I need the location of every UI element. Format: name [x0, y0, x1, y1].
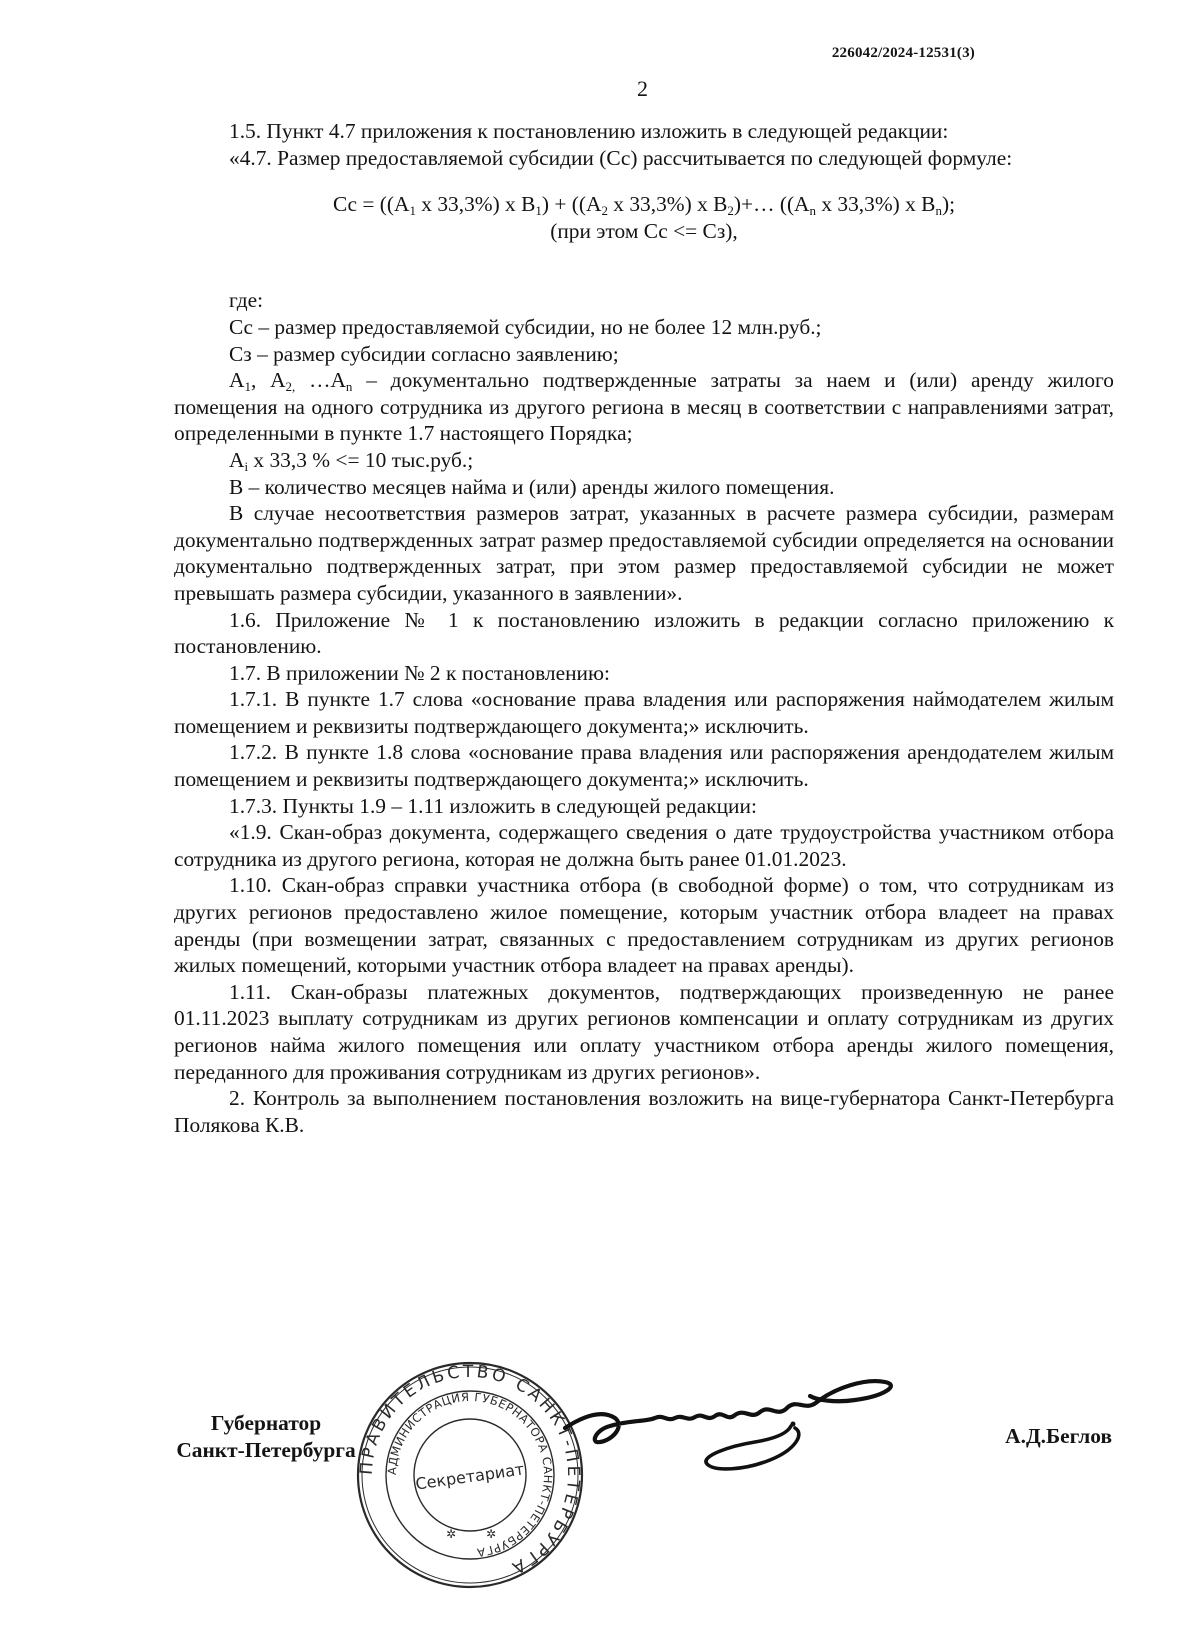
signatory-title-line-2: Санкт-Петербурга: [176, 1438, 356, 1462]
page-number: 2: [637, 76, 648, 101]
paragraph-b-definition: В – количество месяцев найма и (или) аренды жилого помещения.: [229, 474, 835, 499]
paragraph-1-5: 1.5. Пункт 4.7 приложения к постановлению изложить в следующей редакции:: [229, 119, 949, 143]
paragraph-cz-definition: Сз – размер субсидии согласно заявлению;: [229, 341, 619, 366]
paragraph-4-7: «4.7. Размер предоставляемой субсидии (Сс) рассчитывается по следующей формуле:: [229, 145, 1013, 170]
paragraph-1-7-2: 1.7.2. В пункте 1.8 слова «основание права владения или распоряжения арендодателем жилым помещением и реквизиты подтверждающего документа;» исключить.: [174, 740, 1114, 792]
paragraph-1-9: «1.9. Скан-образ документа, содержащего сведения о дате трудоустройства участником отбора сотрудника из другого региона, которая не должна быть ранее 01.01.2023.: [174, 820, 1114, 871]
paragraph-ai-limit: $А_i$ х 33,3 % <= 10 тыс.руб.;: [229, 447, 474, 474]
seal-outer-text: ПРАВИТЕЛЬСТВО САНКТ-ПЕТЕРБУРГА: [356, 1361, 584, 1579]
signature-block: [0, 1360, 1200, 1610]
signatory-title-line-1: Губернатор: [210, 1411, 322, 1435]
paragraph-mismatch: В случае несоответствия размеров затрат, указанных в расчете размера субсидии, размерам документально подтвержденных затрат размер предоставляемой субсидии определяется на основании документально подтвержденных затрат, при этом размер предоставляемой субсидии не может превышать размера субсидии, указанного в заявлении».: [174, 501, 1114, 605]
seal-inner-text: АДМИНИСТРАЦИЯ ГУБЕРНАТОРА САНКТ-ПЕТЕРБУРГА: [384, 1389, 556, 1560]
signatory-title: [176, 1410, 356, 1464]
paragraph-1-7-1: 1.7.1. В пункте 1.7 слова «основание права владения или распоряжения наймодателем жилым помещением и реквизиты подтверждающего документа;» исключить.: [174, 687, 1114, 738]
signature-graphic: [555, 1360, 935, 1490]
signatory-name: А.Д.Беглов: [1005, 1424, 1112, 1448]
document-id: 226042/2024-12531(3): [831, 45, 975, 61]
seal-center-text: Секретариат: [414, 1459, 526, 1494]
paragraph-1-7: 1.7. В приложении № 2 к постановлению:: [229, 660, 610, 685]
paragraph-1-7-3: 1.7.3. Пункты 1.9 – 1.11 изложить в следующей редакции:: [229, 793, 757, 818]
formula-legend-and-amendments: [174, 287, 1114, 1138]
subsidy-formula: [174, 191, 1114, 244]
paragraph-a-definition: $А_1$, $А_{2,}$ $\dots А_n$ – документально подтвержденные затраты за наем и (или) аренду жилого помещения на одного сотрудника из другого региона в месяц в соответствии с направлениями затрат, определенными в пункте 1.7 настоящего Порядка;: [174, 368, 1114, 446]
formula-main: Сс = (($А_1$ х 33,3%) х $В_1) + ((А_2$ х 33,3%) х $В_2)+\dots$ (($А_n$ х 33,3%) х $В_n$);: [332, 192, 956, 219]
paragraph-2: 2. Контроль за выполнением постановления возложить на вице-губернатора Санкт-Петербурга Полякова К.В.: [174, 1086, 1114, 1137]
paragraph-where: где:: [229, 288, 264, 313]
paragraph-1-6: 1.6. Приложение № 1 к постановлению изложить в редакции согласно приложению к постановлению.: [174, 607, 1114, 659]
paragraph-1-11: 1.11. Скан-образы платежных документов, подтверждающих произведенную не ранее 01.11.2023 выплату сотрудникам из других регионов компенсации и оплату сотрудникам из других регионов найма жилого помещения или оплату участником отбора аренды жилого помещения, переданного для проживания сотрудникам из других регионов».: [174, 979, 1114, 1084]
paragraph-cc-definition: Сс – размер предоставляемой субсидии, но не более 12 млн.руб.;: [229, 314, 822, 339]
svg-text:✲: ✲: [485, 1527, 497, 1541]
paragraph-1-10: 1.10. Скан-образ справки участника отбора (в свободной форме) о том, что сотрудникам из других регионов предоставлено жилое помещение, которым участник отбора владеет на правах аренды (при возмещении затрат, связанных с предоставлением сотрудникам из других регионов жилых помещений, которыми участник отбора владеет на правах аренды).: [174, 873, 1114, 978]
formula-condition: (при этом Сс <= Сз),: [550, 218, 738, 243]
svg-text:✲: ✲: [445, 1527, 457, 1541]
document-body: [174, 118, 1114, 1138]
handwritten-signature: [555, 1360, 935, 1490]
